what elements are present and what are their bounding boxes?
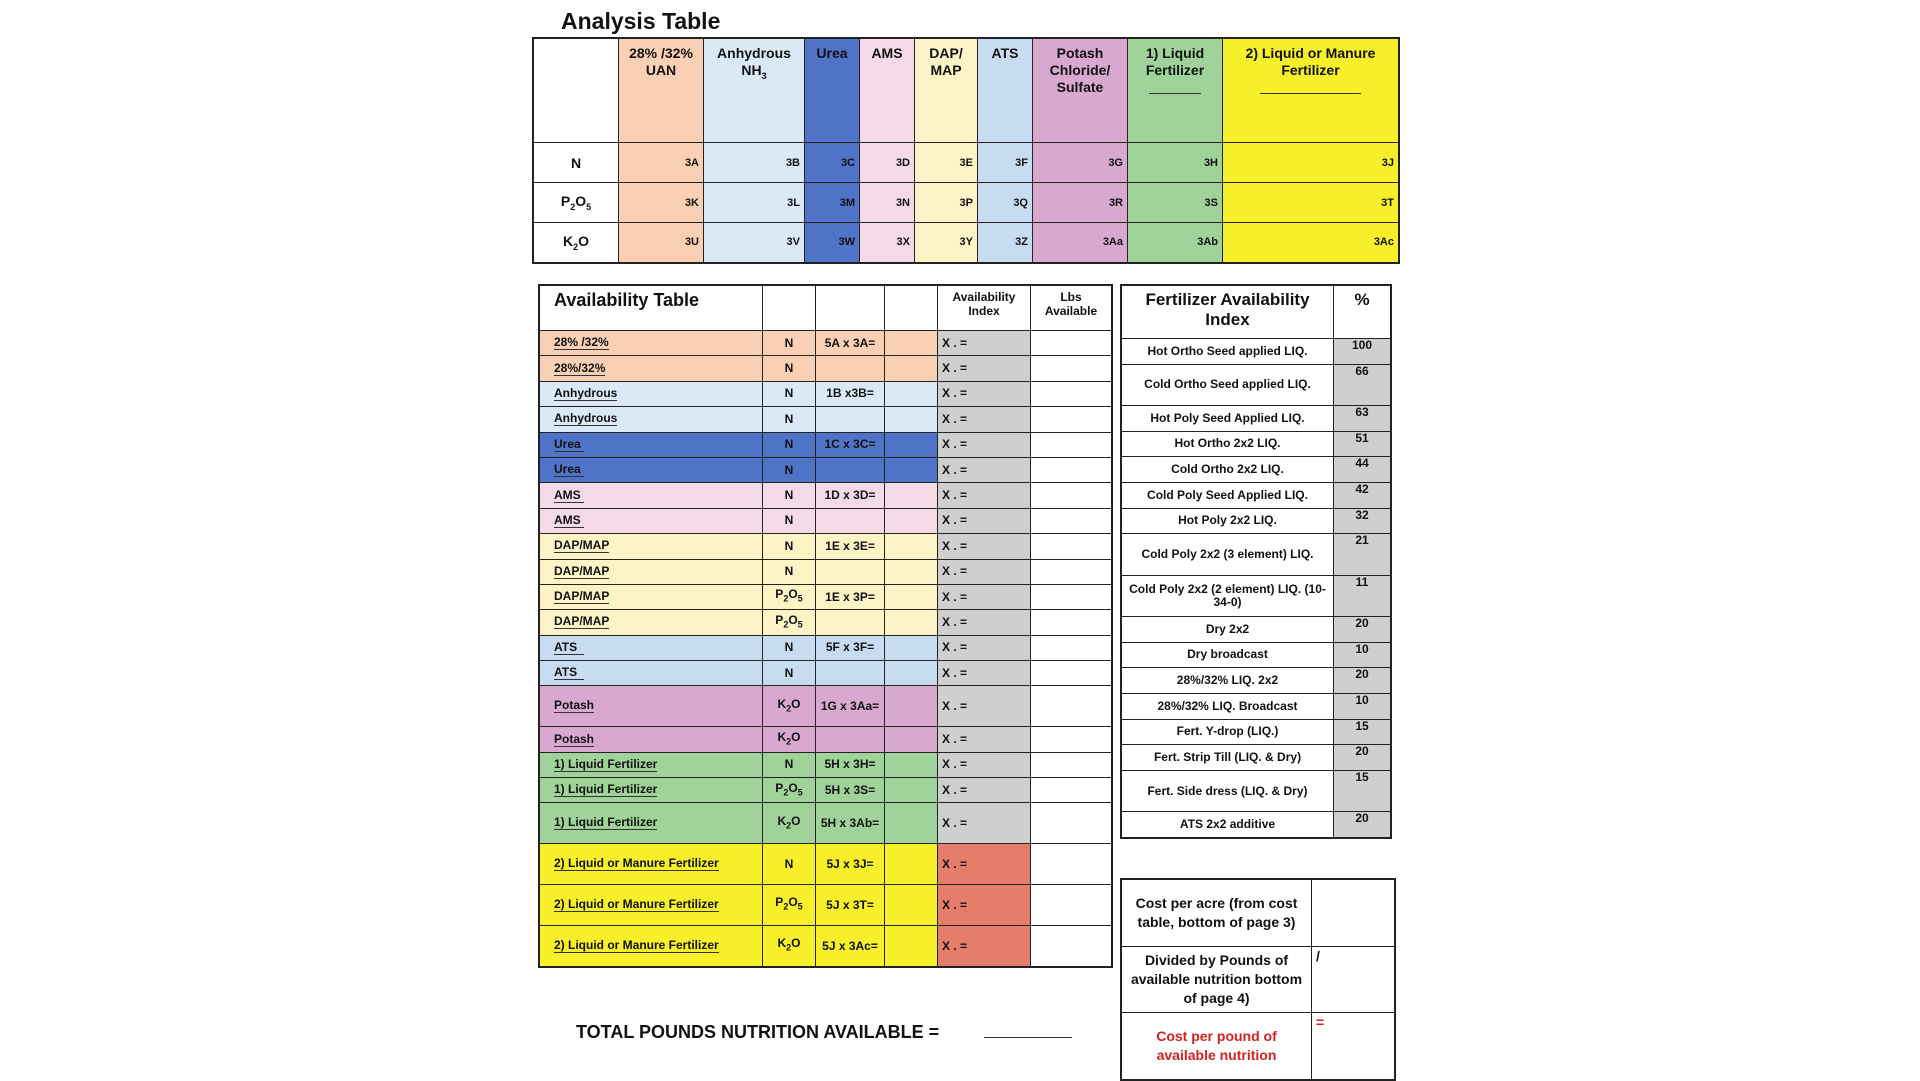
lbs-available-cell[interactable] [1031,803,1113,844]
lbs-available-cell[interactable] [1031,407,1113,432]
lbs-available-cell[interactable] [1031,844,1113,885]
analysis-table [532,37,1400,264]
availability-row [539,844,1112,885]
availability-index-cell[interactable]: X . = [938,926,1031,967]
analysis-cell[interactable]: 3F [978,143,1033,183]
analysis-cell[interactable]: 3S [1128,183,1223,223]
lbs-available-cell[interactable] [1031,661,1113,686]
input-cell[interactable] [885,483,938,508]
fai-pct: 63 [1334,405,1392,431]
fai-row [1121,770,1391,811]
input-cell[interactable] [885,844,938,885]
formula [816,356,885,381]
lbs-available-cell[interactable] [1031,778,1113,803]
fertilizer-name: 2) Liquid or Manure Fertilizer [539,885,763,926]
nutrient: N [763,752,816,777]
formula: 5J x 3T= [816,885,885,926]
availability-index-cell[interactable]: X . = [938,610,1031,635]
formula: 1C x 3C= [816,432,885,457]
nutrient: $K_2O$ [763,727,816,752]
formula: 1G x 3Aa= [816,686,885,727]
cost-per-acre-label: Cost per acre (from cost table, bottom of page 3) [1121,879,1312,946]
availability-index-cell[interactable]: X . = [938,508,1031,533]
input-cell[interactable] [885,727,938,752]
fai-pct: 20 [1334,745,1392,771]
input-cell[interactable] [885,457,938,482]
fai-label: Dry broadcast [1121,642,1334,668]
fai-pct: 15 [1334,719,1392,745]
cost-row [1121,946,1395,1013]
formula [816,727,885,752]
analysis-col-uan: 28% /32% UAN [619,38,704,143]
availability-index-cell[interactable]: X . = [938,752,1031,777]
nutrient: N [763,635,816,660]
availability-index-cell[interactable]: X . = [938,331,1031,356]
fertilizer-name: 28%/32% [539,356,763,381]
formula [816,559,885,584]
availability-index-header: Availability Index [938,285,1031,331]
fai-row [1121,745,1391,771]
fai-pct: 11 [1334,575,1392,616]
nutrient: N [763,534,816,559]
availability-index-cell[interactable]: X . = [938,885,1031,926]
fai-label: Cold Poly Seed Applied LIQ. [1121,482,1334,508]
lbs-available-cell[interactable] [1031,483,1113,508]
fertilizer-availability-index-table [1120,284,1392,839]
nutrient: N [763,844,816,885]
analysis-row-n [533,143,1399,183]
analysis-cell[interactable]: 3T [1223,183,1400,223]
fai-row [1121,693,1391,719]
fai-pct: 21 [1334,534,1392,575]
analysis-row-k2o [533,223,1399,263]
fai-label: Dry 2x2 [1121,616,1334,642]
fai-pct: 100 [1334,339,1392,365]
cost-row [1121,1013,1395,1080]
availability-row [539,635,1112,660]
nutrient: N [763,331,816,356]
analysis-cell[interactable]: 3K [619,183,704,223]
analysis-col-liquid: 1) Liquid Fertilizer [1128,38,1223,143]
fai-pct: 51 [1334,431,1392,457]
fertilizer-name: Urea [539,432,763,457]
availability-row [539,457,1112,482]
analysis-row-label: $P_2O_5$ [533,183,619,223]
analysis-cell[interactable]: 3D [860,143,915,183]
fai-row [1121,457,1391,483]
analysis-corner [533,38,619,143]
availability-row [539,559,1112,584]
availability-index-cell[interactable]: X . = [938,686,1031,727]
availability-row [539,778,1112,803]
analysis-table-title: Analysis Table [561,8,721,34]
fai-label: Hot Ortho Seed applied LIQ. [1121,339,1334,365]
nutrient: $K_2O$ [763,686,816,727]
nutrient: N [763,457,816,482]
analysis-cell[interactable]: 3A [619,143,704,183]
lbs-available-cell[interactable] [1031,432,1113,457]
fertilizer-name: Urea [539,457,763,482]
input-cell[interactable] [885,686,938,727]
fertilizer-name: Anhydrous [539,407,763,432]
availability-index-cell[interactable]: X . = [938,356,1031,381]
fai-label: Hot Poly Seed Applied LIQ. [1121,405,1334,431]
availability-index-cell[interactable]: X . = [938,457,1031,482]
availability-header-blank [885,285,938,331]
fertilizer-name: 2) Liquid or Manure Fertilizer [539,844,763,885]
analysis-cell[interactable]: 3Q [978,183,1033,223]
lbs-available-cell[interactable] [1031,331,1113,356]
availability-index-cell[interactable]: X . = [938,584,1031,609]
nutrient: $P_2O_5$ [763,778,816,803]
lbs-available-cell[interactable] [1031,752,1113,777]
input-cell[interactable] [885,381,938,406]
analysis-cell[interactable]: 3Z [978,223,1033,263]
formula: 5H x 3Ab= [816,803,885,844]
fertilizer-name: ATS [539,661,763,686]
availability-row [539,407,1112,432]
fai-pct: 15 [1334,770,1392,811]
fai-label: Cold Poly 2x2 (2 element) LIQ. (10-34-0) [1121,575,1334,616]
input-cell[interactable] [885,803,938,844]
formula: 5H x 3H= [816,752,885,777]
cost-table [1120,878,1396,1081]
fertilizer-name: DAP/MAP [539,584,763,609]
availability-index-cell[interactable]: X . = [938,559,1031,584]
availability-index-cell[interactable]: X . = [938,803,1031,844]
fai-pct: 20 [1334,668,1392,694]
divided-by-label: Divided by Pounds of available nutrition bottom of page 4) [1121,946,1312,1013]
input-cell[interactable] [885,508,938,533]
analysis-cell[interactable]: 3V [704,223,805,263]
analysis-cell[interactable]: 3P [915,183,978,223]
formula: 1B x3B= [816,381,885,406]
input-cell[interactable] [885,432,938,457]
analysis-col-dap: DAP/ MAP [915,38,978,143]
analysis-cell[interactable]: 3Aa [1033,223,1128,263]
nutrient: N [763,432,816,457]
lbs-available-header: Lbs Available [1031,285,1113,331]
fai-row [1121,534,1391,575]
availability-row [539,331,1112,356]
analysis-col-anhydrous: Anhydrous $NH_3$ [704,38,805,143]
total-pounds-line [576,1022,1072,1043]
analysis-cell[interactable]: 3U [619,223,704,263]
fai-pct: 10 [1334,693,1392,719]
availability-header-blank [763,285,816,331]
fertilizer-name: 1) Liquid Fertilizer [539,778,763,803]
availability-row [539,686,1112,727]
fai-label: Cold Poly 2x2 (3 element) LIQ. [1121,534,1334,575]
analysis-cell[interactable]: 3C [805,143,860,183]
availability-row [539,727,1112,752]
formula: 1E x 3P= [816,584,885,609]
fertilizer-name: AMS [539,508,763,533]
fertilizer-name: 1) Liquid Fertilizer [539,752,763,777]
fertilizer-name: Potash [539,727,763,752]
formula [816,407,885,432]
fai-pct: 44 [1334,457,1392,483]
lbs-available-cell[interactable] [1031,356,1113,381]
lbs-available-cell[interactable] [1031,926,1113,967]
fai-pct: 10 [1334,642,1392,668]
nutrient: N [763,661,816,686]
analysis-row-p2o5 [533,183,1399,223]
analysis-row-label: N [533,143,619,183]
availability-row [539,584,1112,609]
formula: 1D x 3D= [816,483,885,508]
fai-label: Fert. Side dress (LIQ. & Dry) [1121,770,1334,811]
analysis-col-manure: 2) Liquid or Manure Fertilizer [1223,38,1400,143]
lbs-available-cell[interactable] [1031,534,1113,559]
analysis-col-ats: ATS [978,38,1033,143]
fai-pct: 20 [1334,812,1392,838]
analysis-col-urea: Urea [805,38,860,143]
analysis-cell[interactable]: 3L [704,183,805,223]
analysis-col-potash: Potash Chloride/ Sulfate [1033,38,1128,143]
availability-index-cell[interactable]: X . = [938,727,1031,752]
lbs-available-cell[interactable] [1031,686,1113,727]
nutrient: N [763,483,816,508]
availability-index-cell[interactable]: X . = [938,407,1031,432]
fai-row [1121,508,1391,534]
formula [816,661,885,686]
nutrient: N [763,381,816,406]
fai-row [1121,339,1391,365]
lbs-available-cell[interactable] [1031,584,1113,609]
fai-label: Cold Ortho 2x2 LIQ. [1121,457,1334,483]
nutrient: $P_2O_5$ [763,584,816,609]
fertilizer-name: AMS [539,483,763,508]
fertilizer-name: 1) Liquid Fertilizer [539,803,763,844]
input-cell[interactable] [885,610,938,635]
formula: 5J x 3J= [816,844,885,885]
fai-row [1121,482,1391,508]
availability-index-cell[interactable]: X . = [938,661,1031,686]
lbs-available-cell[interactable] [1031,381,1113,406]
fertilizer-name: DAP/MAP [539,559,763,584]
fai-label: ATS 2x2 additive [1121,812,1334,838]
input-cell[interactable] [885,534,938,559]
availability-index-cell[interactable]: X . = [938,844,1031,885]
availability-index-cell[interactable]: X . = [938,381,1031,406]
availability-row [539,381,1112,406]
analysis-cell[interactable]: 3M [805,183,860,223]
availability-row [539,356,1112,381]
analysis-cell[interactable]: 3Ac [1223,223,1400,263]
lbs-available-cell[interactable] [1031,610,1113,635]
input-cell[interactable] [885,885,938,926]
fai-title: Fertilizer Availability Index [1121,285,1334,339]
fai-row [1121,668,1391,694]
nutrient: $K_2O$ [763,803,816,844]
fai-row [1121,642,1391,668]
availability-index-cell[interactable]: X . = [938,635,1031,660]
formula [816,508,885,533]
input-cell[interactable] [885,559,938,584]
lbs-available-cell[interactable] [1031,559,1113,584]
nutrient: $P_2O_5$ [763,885,816,926]
input-cell[interactable] [885,752,938,777]
divided-by-value[interactable]: / [1312,946,1396,1013]
fertilizer-name: 2) Liquid or Manure Fertilizer [539,926,763,967]
fai-row [1121,405,1391,431]
fai-row [1121,812,1391,838]
availability-index-cell[interactable]: X . = [938,432,1031,457]
analysis-cell[interactable]: 3W [805,223,860,263]
analysis-cell[interactable]: 3R [1033,183,1128,223]
availability-index-cell[interactable]: X . = [938,483,1031,508]
fai-row [1121,719,1391,745]
input-cell[interactable] [885,331,938,356]
fai-row [1121,431,1391,457]
total-pounds-blank[interactable] [984,1037,1072,1038]
input-cell[interactable] [885,407,938,432]
fertilizer-name: DAP/MAP [539,610,763,635]
analysis-row-label: $K_2O$ [533,223,619,263]
fai-pct: 32 [1334,508,1392,534]
formula [816,457,885,482]
availability-row [539,885,1112,926]
fertilizer-name: Anhydrous [539,381,763,406]
availability-row [539,803,1112,844]
input-cell[interactable] [885,661,938,686]
formula: 5A x 3A= [816,331,885,356]
lbs-available-cell[interactable] [1031,635,1113,660]
lbs-available-cell[interactable] [1031,885,1113,926]
availability-row [539,534,1112,559]
formula: 5H x 3S= [816,778,885,803]
availability-row [539,610,1112,635]
availability-row [539,508,1112,533]
fertilizer-name: ATS [539,635,763,660]
analysis-cell[interactable]: 3H [1128,143,1223,183]
total-pounds-label: TOTAL POUNDS NUTRITION AVAILABLE = [576,1022,940,1042]
input-cell[interactable] [885,926,938,967]
availability-index-cell[interactable]: X . = [938,534,1031,559]
nutrient: $P_2O_5$ [763,610,816,635]
analysis-col-ams: AMS [860,38,915,143]
nutrient: N [763,356,816,381]
analysis-cell[interactable]: 3E [915,143,978,183]
analysis-cell[interactable]: 3Ab [1128,223,1223,263]
lbs-available-cell[interactable] [1031,727,1113,752]
fai-pct: 20 [1334,616,1392,642]
analysis-cell[interactable]: 3N [860,183,915,223]
analysis-cell[interactable]: 3J [1223,143,1400,183]
fai-label: Fert. Strip Till (LIQ. & Dry) [1121,745,1334,771]
fai-row [1121,616,1391,642]
cost-row [1121,879,1395,946]
fertilizer-name: DAP/MAP [539,534,763,559]
availability-header-blank [816,285,885,331]
fai-row [1121,364,1391,405]
analysis-cell[interactable]: 3G [1033,143,1128,183]
availability-table-title: Availability Table [539,285,763,331]
availability-row [539,483,1112,508]
fai-label: Hot Poly 2x2 LIQ. [1121,508,1334,534]
input-cell[interactable] [885,778,938,803]
availability-index-cell[interactable]: X . = [938,778,1031,803]
lbs-available-cell[interactable] [1031,457,1113,482]
lbs-available-cell[interactable] [1031,508,1113,533]
input-cell[interactable] [885,584,938,609]
fai-label: 28%/32% LIQ. 2x2 [1121,668,1334,694]
input-cell[interactable] [885,635,938,660]
cost-per-pound-value[interactable]: = [1312,1013,1396,1080]
analysis-cell[interactable]: 3Y [915,223,978,263]
formula: 5F x 3F= [816,635,885,660]
cost-per-pound-label: Cost per pound of available nutrition [1121,1013,1312,1080]
fai-label: Fert. Y-drop (LIQ.) [1121,719,1334,745]
input-cell[interactable] [885,356,938,381]
availability-table [538,284,1113,968]
fertilizer-name: 28% /32% [539,331,763,356]
analysis-cell[interactable]: 3X [860,223,915,263]
fai-label: Cold Ortho Seed applied LIQ. [1121,364,1334,405]
availability-row [539,661,1112,686]
cost-per-acre-value[interactable] [1312,879,1396,946]
availability-row [539,432,1112,457]
analysis-cell[interactable]: 3B [704,143,805,183]
formula: 1E x 3E= [816,534,885,559]
fai-pct: 66 [1334,364,1392,405]
nutrient: N [763,407,816,432]
availability-row [539,752,1112,777]
formula: 5J x 3Ac= [816,926,885,967]
nutrient: N [763,559,816,584]
fai-label: Hot Ortho 2x2 LIQ. [1121,431,1334,457]
availability-row [539,926,1112,967]
nutrient: $K_2O$ [763,926,816,967]
fai-pct: 42 [1334,482,1392,508]
formula [816,610,885,635]
nutrient: N [763,508,816,533]
fai-label: 28%/32% LIQ. Broadcast [1121,693,1334,719]
fai-pct-header: % [1334,285,1392,339]
fertilizer-name: Potash [539,686,763,727]
fai-row [1121,575,1391,616]
